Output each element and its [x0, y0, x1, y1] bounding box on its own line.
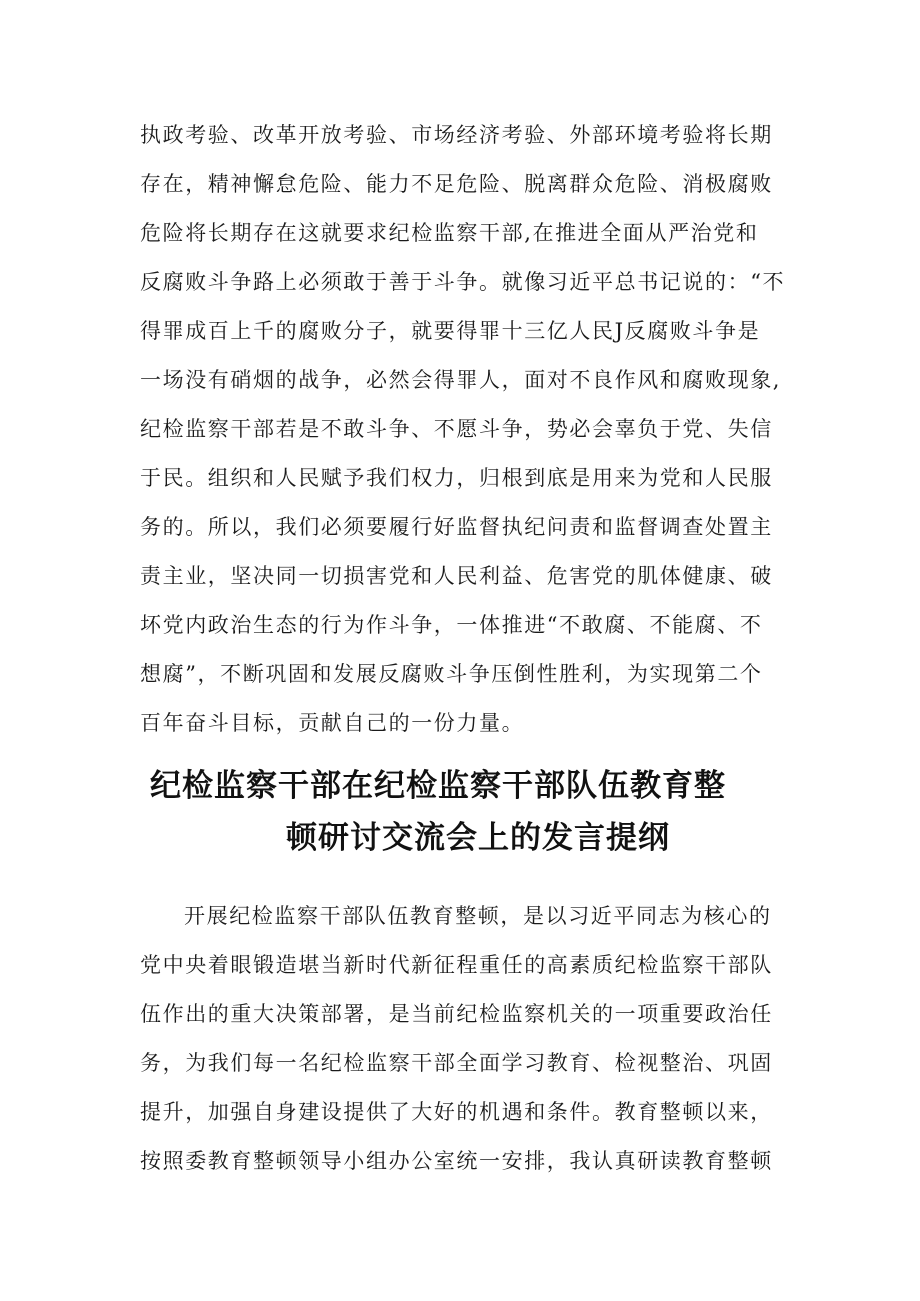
- text-line: 党中央着眼锻造堪当新时代新征程重任的高素质纪检监察干部队: [140, 953, 773, 977]
- text-line: 责主业，坚决同一切损害党和人民利益、危害党的肌体健康、破: [140, 564, 773, 588]
- paragraph-continued: [140, 111, 800, 748]
- heading-line-2: 顿研讨交流会上的发言提纲: [286, 820, 670, 856]
- text-line: 提升，加强自身建设提供了大好的机遇和条件。教育整顿以来，: [140, 1100, 773, 1124]
- text-line: 坏党内政治生态的行为作斗争，一体推进“不敢腐、不能腐、不: [140, 613, 763, 637]
- text-line: 存在，精神懈怠危险、能力不足危险、脱离群众危险、消极腐败: [140, 172, 773, 196]
- paragraph-intro: [140, 892, 800, 1186]
- text-line: 开展纪检监察干部队伍教育整顿，是以习近平同志为核心的: [184, 904, 772, 928]
- text-line: 反腐败斗争路上必须敢于善于斗争。就像习近平总书记说的：“不: [140, 270, 786, 294]
- text-line: 得罪成百上千的腐败分子，就要得罪十三亿人民J反腐败斗争是: [140, 319, 761, 343]
- text-line: 百年奋斗目标，贡献自己的一份力量。: [140, 711, 525, 735]
- text-line: 按照委教育整顿领导小组办公室统一安排，我认真研读教育整顿: [140, 1149, 773, 1173]
- text-line: 想腐”，不断巩固和发展反腐败斗争压倒性胜利，为实现第二个: [140, 662, 763, 686]
- section-heading: [0, 760, 920, 864]
- text-line: 务的。所以，我们必须要履行好监督执纪问责和监督调查处置主: [140, 515, 773, 539]
- text-line: 一场没有硝烟的战争，必然会得罪人，面对不良作风和腐败现象,: [140, 368, 782, 392]
- text-line: 危险将长期存在这就要求纪检监察干部,在推进全面从严治党和: [140, 221, 759, 245]
- text-line: 务，为我们每一名纪检监察干部全面学习教育、检视整治、巩固: [140, 1051, 773, 1075]
- text-line: 纪检监察干部若是不敢斗争、不愿斗争，势必会辜负于党、失信: [140, 417, 773, 441]
- heading-line-1: 纪检监察干部在纪检监察干部队伍教育整: [150, 768, 726, 804]
- text-line: 伍作出的重大决策部署，是当前纪检监察机关的一项重要政治任: [140, 1002, 773, 1026]
- text-line: 执政考验、改革开放考验、市场经济考验、外部环境考验将长期: [140, 123, 773, 147]
- text-line: 于民。组织和人民赋予我们权力，归根到底是用来为党和人民服: [140, 466, 773, 490]
